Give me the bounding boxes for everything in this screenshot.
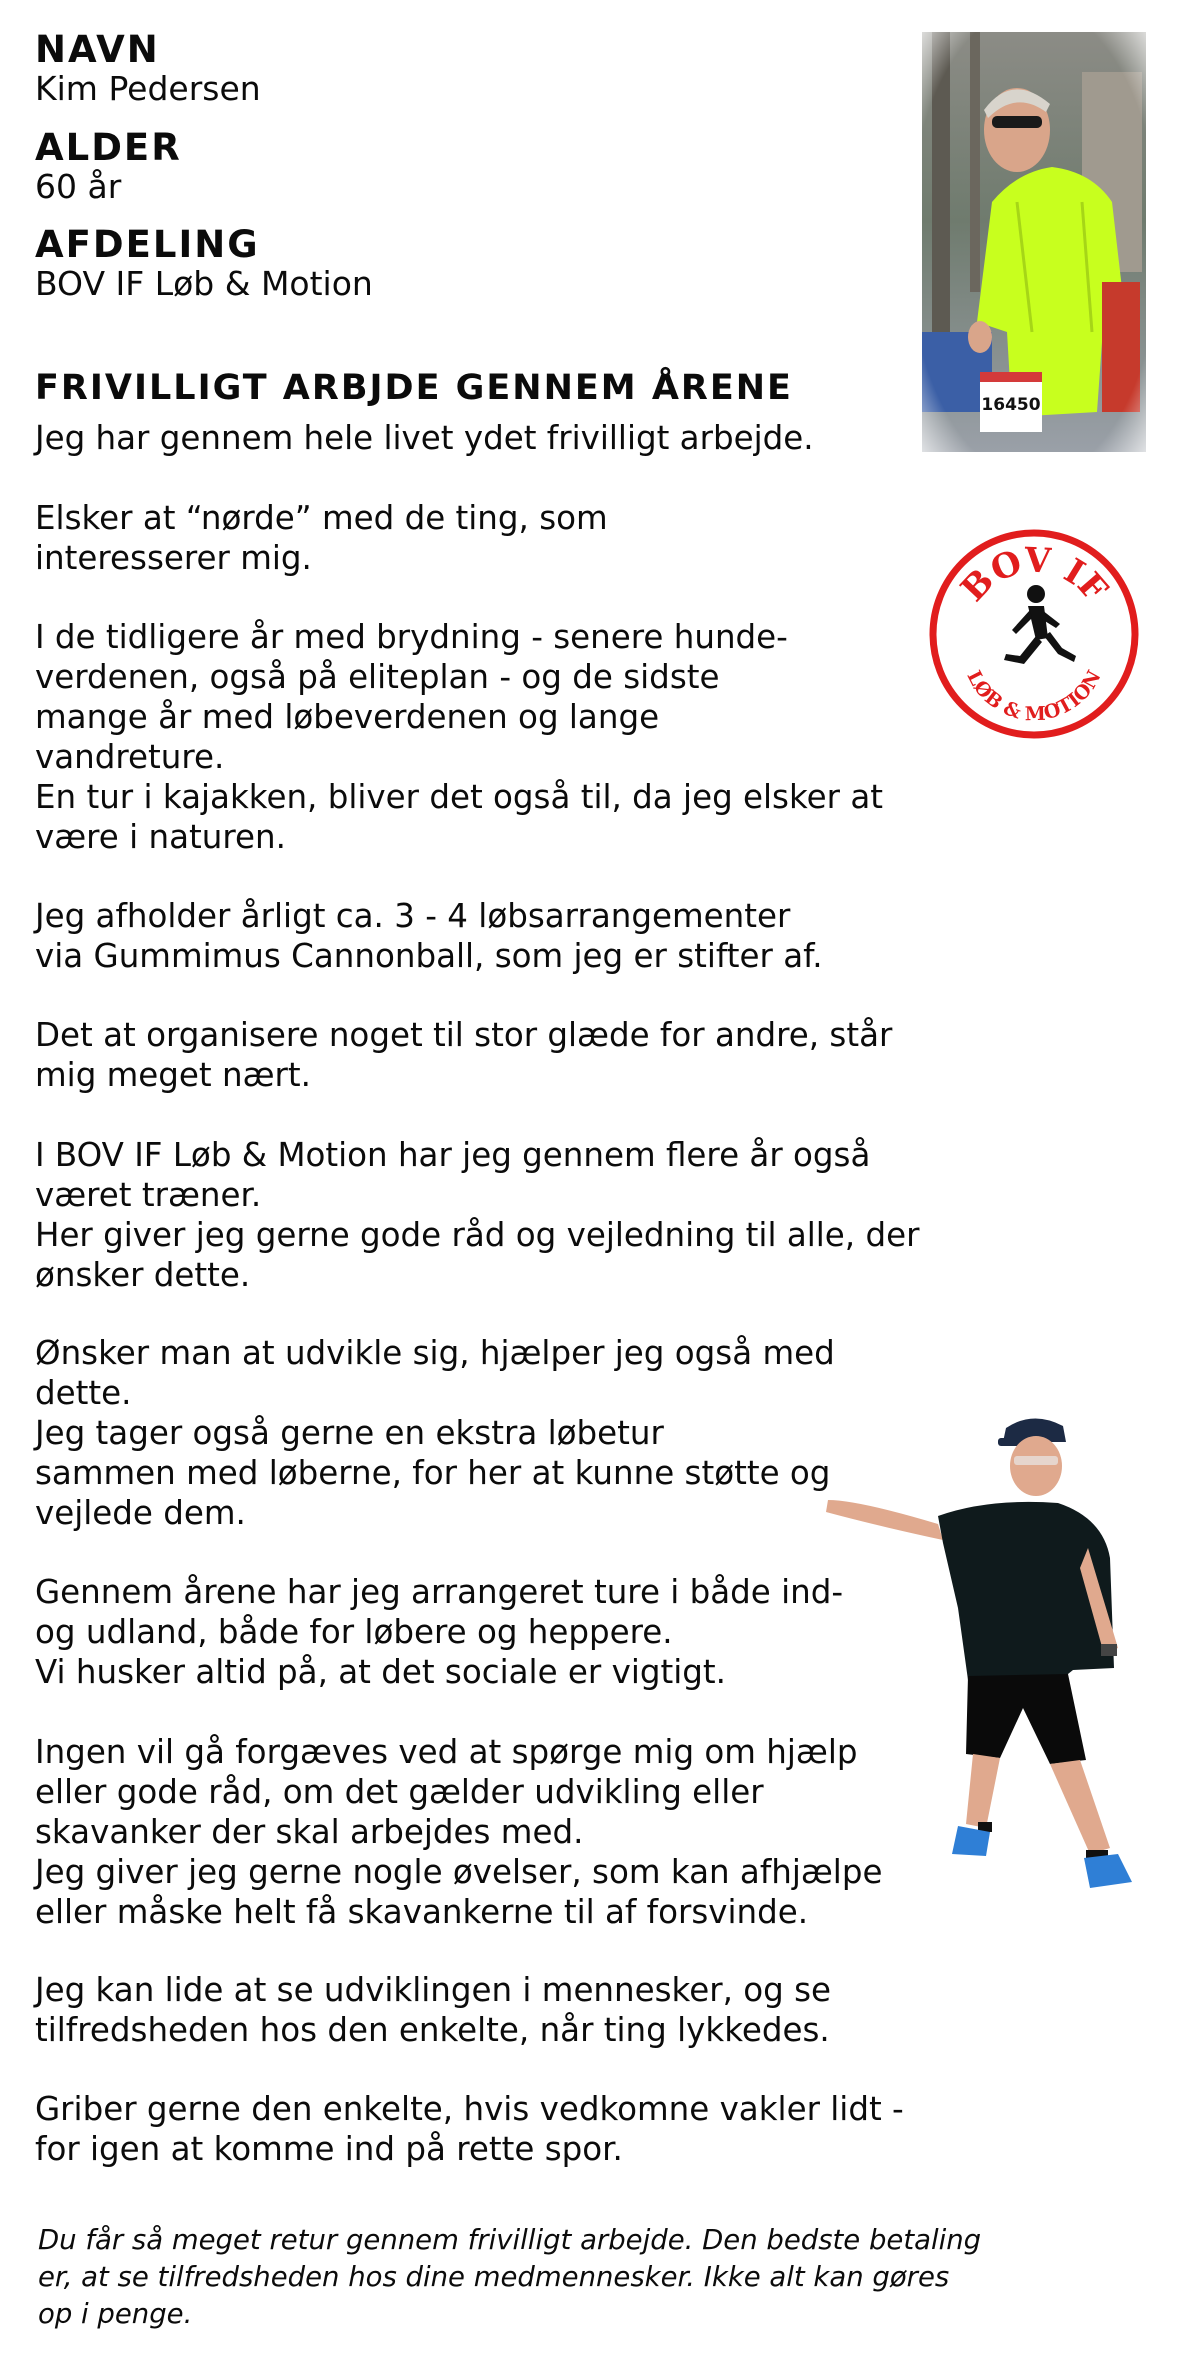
paragraph-10: Jeg kan lide at se udviklingen i mennesker, og se tilfredsheden hos den enkelte, når ting lykkedes. (35, 1971, 832, 2049)
bov-if-logo-image (928, 528, 1140, 740)
runner-photo-top (922, 32, 1146, 452)
closing-quote: Du får så meget retur gennem frivilligt arbejde. Den bedste betaling er, at se tilfredsheden hos dine medmennesker. Ikke alt kan gøres op i penge. (38, 2224, 982, 2330)
paragraph-9: Ingen vil gå forgæves ved at spørge mig om hjælp eller gode råd, om det gælder udvikling eller skavanker der skal arbejdes med. Jeg giver jeg gerne nogle øvelser, som kan afhjælpe eller måske helt få skavankerne til af forsvinde. (35, 1733, 883, 1931)
name-value: Kim Pedersen (35, 69, 261, 108)
dept-value: BOV IF Løb & Motion (35, 264, 373, 303)
paragraph-11: Griber gerne den enkelte, hvis vedkomne vakler lidt - for igen at komme ind på rette spor. (35, 2090, 904, 2168)
paragraph-4: Jeg afholder årligt ca. 3 - 4 løbsarrangementer via Gummimus Cannonball, som jeg er stifter af. (35, 897, 823, 975)
logo-bottom-text: LØB & MOTION (962, 666, 1106, 726)
dept-block (35, 225, 373, 303)
age-block (35, 128, 182, 206)
paragraph-2: Elsker at “nørde” med de ting, som interesserer mig. (35, 499, 608, 577)
paragraph-7: Ønsker man at udvikle sig, hjælper jeg også med dette. Jeg tager også gerne en ekstra løbetur sammen med løberne, for her at kunne støtte og vejlede dem. (35, 1334, 835, 1532)
bov-if-logo (928, 528, 1140, 740)
paragraph-1: Jeg har gennem hele livet ydet frivilligt arbejde. (35, 419, 814, 457)
age-label: ALDER (35, 126, 182, 169)
name-label: NAVN (35, 28, 160, 71)
profile-block (35, 30, 261, 108)
runner-photo-top-image (922, 32, 1146, 452)
paragraph-3: I de tidligere år med brydning - senere hunde- verdenen, også på eliteplan - og de sidste mange år med løbeverdenen og lange vandreture. En tur i kajakken, bliver det også til, da jeg elsker at være i naturen. (35, 618, 883, 856)
runner-photo-bottom (818, 1408, 1146, 1908)
paragraph-8: Gennem årene har jeg arrangeret ture i både ind- og udland, både for løbere og heppere. Vi husker altid på, at det sociale er vigtigt. (35, 1573, 844, 1691)
logo-top-text: BOV IF (953, 540, 1116, 610)
age-value: 60 år (35, 167, 122, 206)
section-title: FRIVILLIGT ARBJDE GENNEM ÅRENE (35, 368, 793, 408)
dept-label: AFDELING (35, 223, 260, 266)
paragraph-5: Det at organisere noget til stor glæde for andre, står mig meget nært. (35, 1016, 893, 1094)
runner-photo-bottom-image (818, 1408, 1146, 1908)
paragraph-6: I BOV IF Løb & Motion har jeg gennem flere år også været træner. Her giver jeg gerne gode råd og vejledning til alle, der ønsker dette. (35, 1136, 920, 1294)
